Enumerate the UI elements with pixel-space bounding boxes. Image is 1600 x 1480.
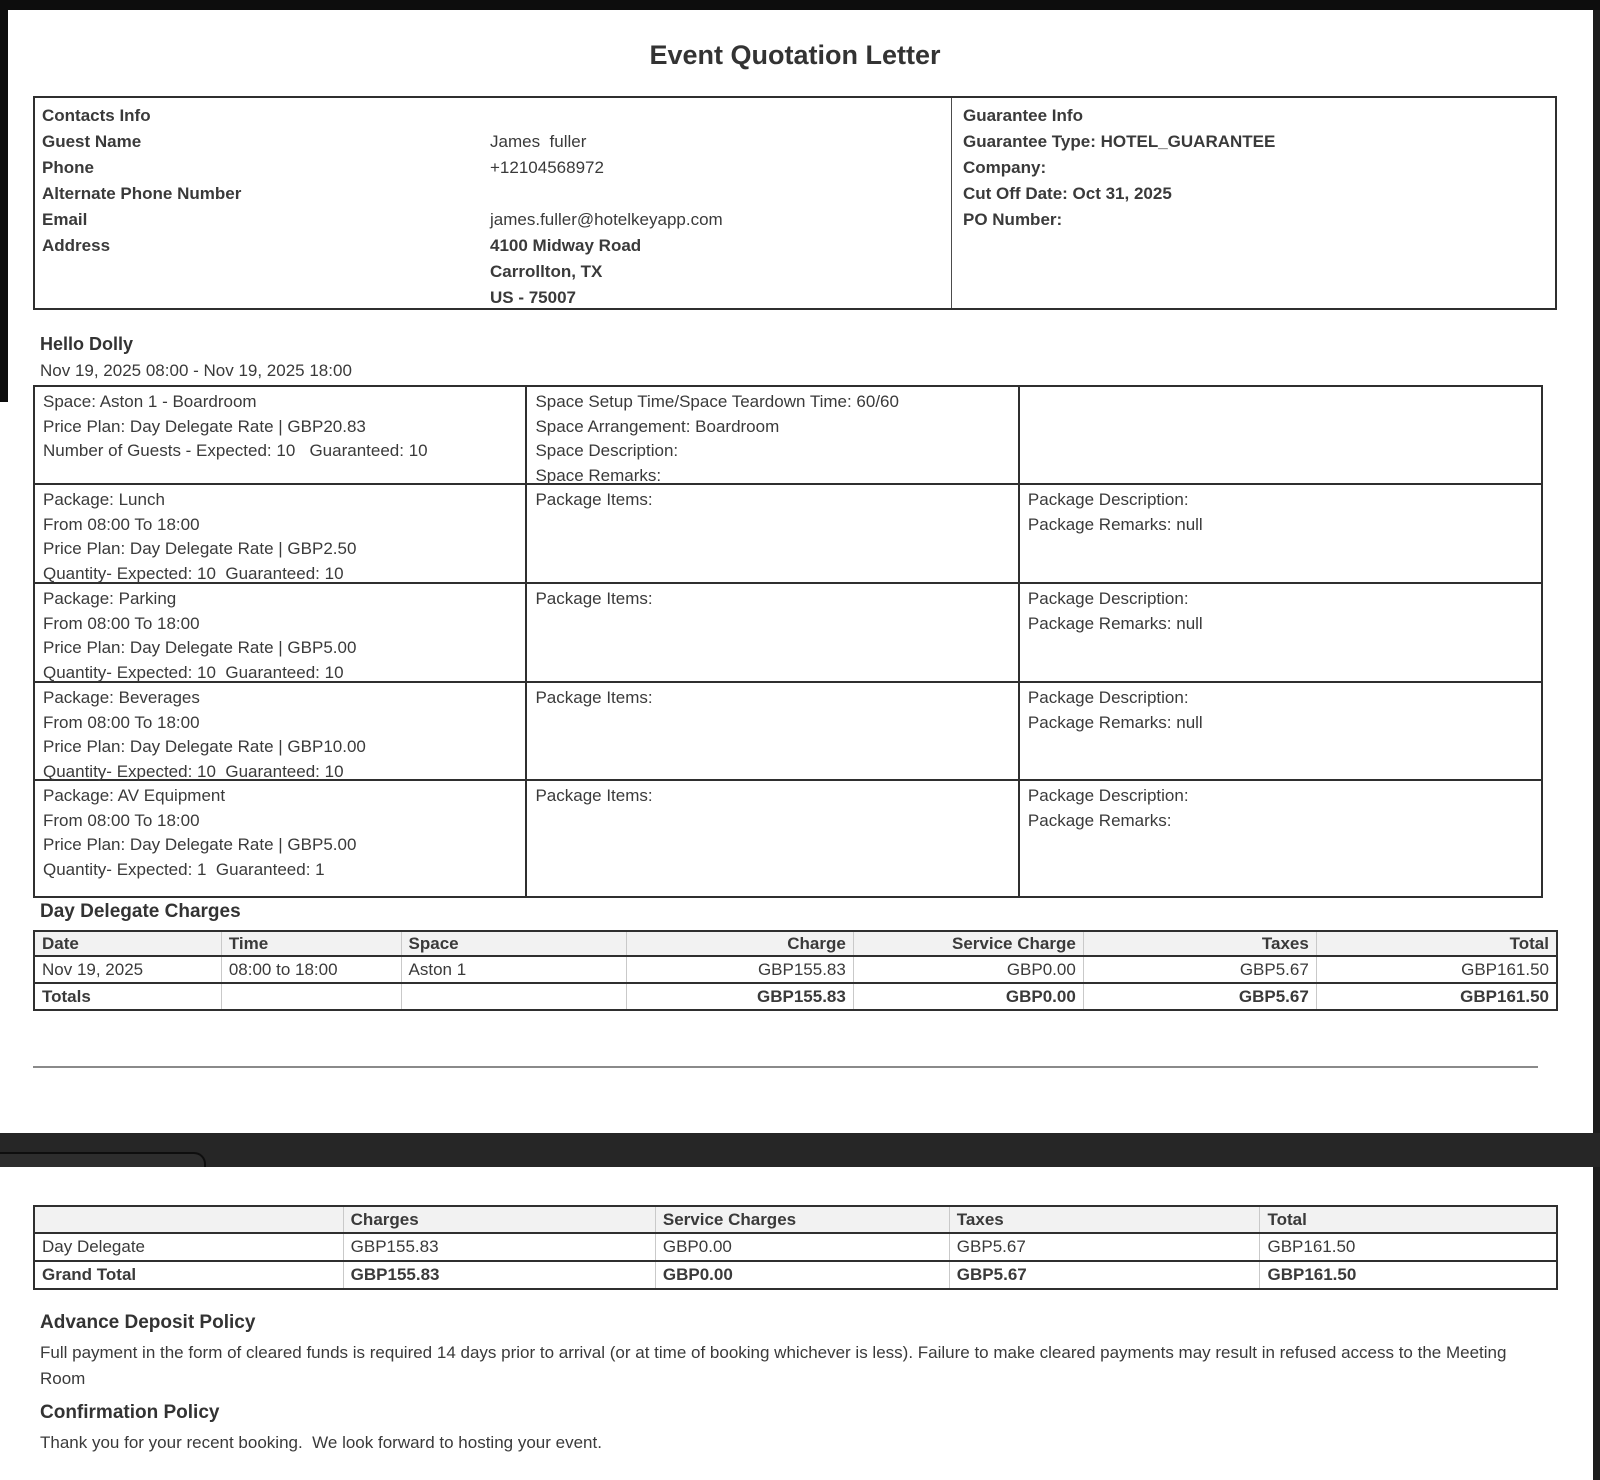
cell-space: Aston 1 — [401, 956, 626, 983]
cell-total: GBP161.50 — [1260, 1233, 1557, 1261]
summary-table — [33, 1205, 1558, 1290]
package-items-cell — [527, 584, 1019, 688]
event-name: Hello Dolly — [40, 334, 134, 354]
line: Price Plan: Day Delegate Rate | GBP20.83 — [43, 416, 366, 436]
viewer-edge-left — [0, 10, 8, 402]
cell-service-charges: GBP0.00 — [655, 1261, 949, 1289]
package-items-cell — [527, 485, 1019, 589]
address-line: US - 75007 — [490, 288, 576, 307]
summary-header-charges: Charges — [343, 1206, 655, 1233]
totals-charge: GBP155.83 — [626, 983, 853, 1010]
line: Price Plan: Day Delegate Rate | GBP10.00 — [43, 737, 366, 757]
guarantee-company: Company: — [963, 158, 1047, 177]
contacts-heading: Contacts Info — [42, 106, 151, 125]
charges-data-row — [34, 956, 1557, 983]
email-value: james.fuller@hotelkeyapp.com — [490, 210, 723, 229]
line: Package Items: — [535, 589, 653, 608]
cell-charge: GBP155.83 — [626, 956, 853, 983]
cell-taxes: GBP5.67 — [949, 1233, 1260, 1261]
charges-totals-row — [34, 983, 1557, 1010]
package-items-cell — [527, 683, 1019, 787]
contacts-guarantee-divider — [951, 98, 952, 308]
cell-label: Day Delegate — [34, 1233, 343, 1261]
line: Package Items: — [535, 688, 653, 707]
line: Quantity- Expected: 10 Guaranteed: 10 — [43, 761, 344, 781]
line: Package: Lunch — [43, 490, 165, 509]
col-header-taxes: Taxes — [1083, 931, 1316, 956]
guarantee-type: Guarantee Type: HOTEL_GUARANTEE — [963, 132, 1276, 151]
line: Price Plan: Day Delegate Rate | GBP5.00 — [43, 835, 357, 855]
package-details-cell — [35, 683, 527, 787]
line: Number of Guests - Expected: 10 Guaranteed: 10 — [43, 441, 428, 461]
summary-header-row — [34, 1206, 1557, 1233]
alternate-phone-label: Alternate Phone Number — [42, 184, 242, 203]
next-page-corner — [0, 1152, 206, 1167]
line: Space Remarks: — [535, 465, 662, 485]
package-items-cell — [527, 781, 1019, 896]
package-details-cell — [35, 584, 527, 688]
line: Price Plan: Day Delegate Rate | GBP2.50 — [43, 539, 357, 559]
packages-table — [33, 385, 1543, 898]
confirmation-policy-heading: Confirmation Policy — [40, 1402, 220, 1423]
totals-total: GBP161.50 — [1316, 983, 1557, 1010]
line: Package Description: — [1027, 688, 1189, 707]
summary-header-blank — [34, 1206, 343, 1233]
line: From 08:00 To 18:00 — [43, 514, 200, 534]
cell-charges: GBP155.83 — [343, 1261, 655, 1289]
cell-date: Nov 19, 2025 — [34, 956, 221, 983]
advance-deposit-policy-text: Full payment in the form of cleared funds is required 14 days prior to arrival (or at time of booking whichever is less). Failure to make cleared payments may result in refused access to the Meeting Room — [40, 1343, 1512, 1388]
line: Package Remarks: null — [1027, 514, 1203, 534]
page-gap-band — [0, 1133, 1600, 1167]
package-row-beverages — [35, 683, 1541, 781]
summary-grand-total-row — [34, 1261, 1557, 1289]
summary-header-service-charges: Service Charges — [655, 1206, 949, 1233]
phone-label: Phone — [42, 158, 94, 177]
package-details-cell — [35, 485, 527, 589]
cell-service-charge: GBP0.00 — [853, 956, 1083, 983]
address-label: Address — [42, 236, 111, 255]
line: Space Description: — [535, 441, 679, 461]
charges-table — [33, 930, 1558, 1011]
line: Package Items: — [535, 490, 653, 509]
cell-time: 08:00 to 18:00 — [221, 956, 401, 983]
line: Package Remarks: null — [1027, 712, 1203, 732]
line: Quantity- Expected: 1 Guaranteed: 1 — [43, 859, 325, 879]
line: Package Items: — [535, 786, 653, 805]
section-separator — [33, 1066, 1538, 1068]
line: Package Remarks: — [1027, 810, 1172, 830]
col-header-service-charge: Service Charge — [853, 931, 1083, 956]
contacts-labels-column — [42, 103, 241, 259]
charges-heading: Day Delegate Charges — [40, 901, 241, 922]
package-row-av-equipment — [35, 781, 1541, 896]
confirmation-policy-text: Thank you for your recent booking. We look forward to hosting your event. — [40, 1433, 602, 1452]
space-details-cell — [35, 387, 527, 491]
guarantee-column — [963, 103, 1275, 233]
guest-name-label: Guest Name — [42, 132, 142, 151]
alternate-phone-value — [490, 181, 723, 207]
charges-header-row — [34, 931, 1557, 956]
address-line: 4100 Midway Road — [490, 236, 642, 255]
package-description-cell — [1020, 781, 1541, 896]
line: Quantity- Expected: 10 Guaranteed: 10 — [43, 662, 344, 682]
cell-total: GBP161.50 — [1316, 956, 1557, 983]
summary-header-total: Total — [1260, 1206, 1557, 1233]
col-header-charge: Charge — [626, 931, 853, 956]
col-header-date: Date — [34, 931, 221, 956]
line: From 08:00 To 18:00 — [43, 712, 200, 732]
address-line: Carrollton, TX — [490, 262, 603, 281]
totals-empty — [401, 983, 626, 1010]
summary-header-taxes: Taxes — [949, 1206, 1260, 1233]
package-description-cell — [1020, 485, 1541, 589]
line: Package: AV Equipment — [43, 786, 226, 805]
totals-empty — [221, 983, 401, 1010]
cell-charges: GBP155.83 — [343, 1233, 655, 1261]
advance-deposit-policy-heading: Advance Deposit Policy — [40, 1312, 256, 1333]
line: Package Remarks: null — [1027, 613, 1203, 633]
contacts-values-column — [490, 129, 723, 311]
line: Space Arrangement: Boardroom — [535, 416, 780, 436]
cell-taxes: GBP5.67 — [949, 1261, 1260, 1289]
cell-taxes: GBP5.67 — [1083, 956, 1316, 983]
viewer-edge-right — [1593, 10, 1600, 1480]
line: From 08:00 To 18:00 — [43, 613, 200, 633]
summary-day-delegate-row — [34, 1233, 1557, 1261]
col-header-total: Total — [1316, 931, 1557, 956]
space-row — [35, 387, 1541, 485]
line: Price Plan: Day Delegate Rate | GBP5.00 — [43, 638, 357, 658]
package-description-cell — [1020, 683, 1541, 787]
space-setup-cell — [527, 387, 1019, 491]
package-description-cell — [1020, 584, 1541, 688]
line: Package Description: — [1027, 786, 1189, 805]
line: Quantity- Expected: 10 Guaranteed: 10 — [43, 563, 344, 583]
line: Space Setup Time/Space Teardown Time: 60/60 — [535, 392, 899, 411]
event-dates: Nov 19, 2025 08:00 - Nov 19, 2025 18:00 — [40, 361, 352, 380]
line: Space: Aston 1 - Boardroom — [43, 392, 257, 411]
line: From 08:00 To 18:00 — [43, 810, 200, 830]
line: Package: Beverages — [43, 688, 200, 707]
line: Package Description: — [1027, 490, 1189, 509]
col-header-space: Space — [401, 931, 626, 956]
contacts-guarantee-box — [33, 96, 1557, 310]
viewer-edge-top — [0, 0, 1600, 10]
package-row-parking — [35, 584, 1541, 683]
package-row-lunch — [35, 485, 1541, 584]
cell-label: Grand Total — [42, 1265, 137, 1284]
guarantee-po-number: PO Number: — [963, 210, 1063, 229]
guarantee-cutoff-date: Cut Off Date: Oct 31, 2025 — [963, 184, 1172, 203]
email-label: Email — [42, 210, 88, 229]
totals-label: Totals — [42, 986, 91, 1006]
totals-service-charge: GBP0.00 — [853, 983, 1083, 1010]
line: Package Description: — [1027, 589, 1189, 608]
col-header-time: Time — [221, 931, 401, 956]
page-title: Event Quotation Letter — [649, 40, 941, 70]
space-empty-cell — [1020, 387, 1541, 491]
guest-name-value: James fuller — [490, 132, 587, 151]
phone-value: +12104568972 — [490, 158, 604, 177]
guarantee-heading: Guarantee Info — [963, 106, 1083, 125]
totals-taxes: GBP5.67 — [1083, 983, 1316, 1010]
cell-total: GBP161.50 — [1260, 1261, 1557, 1289]
line: Package: Parking — [43, 589, 177, 608]
package-details-cell — [35, 781, 527, 896]
cell-service-charges: GBP0.00 — [655, 1233, 949, 1261]
